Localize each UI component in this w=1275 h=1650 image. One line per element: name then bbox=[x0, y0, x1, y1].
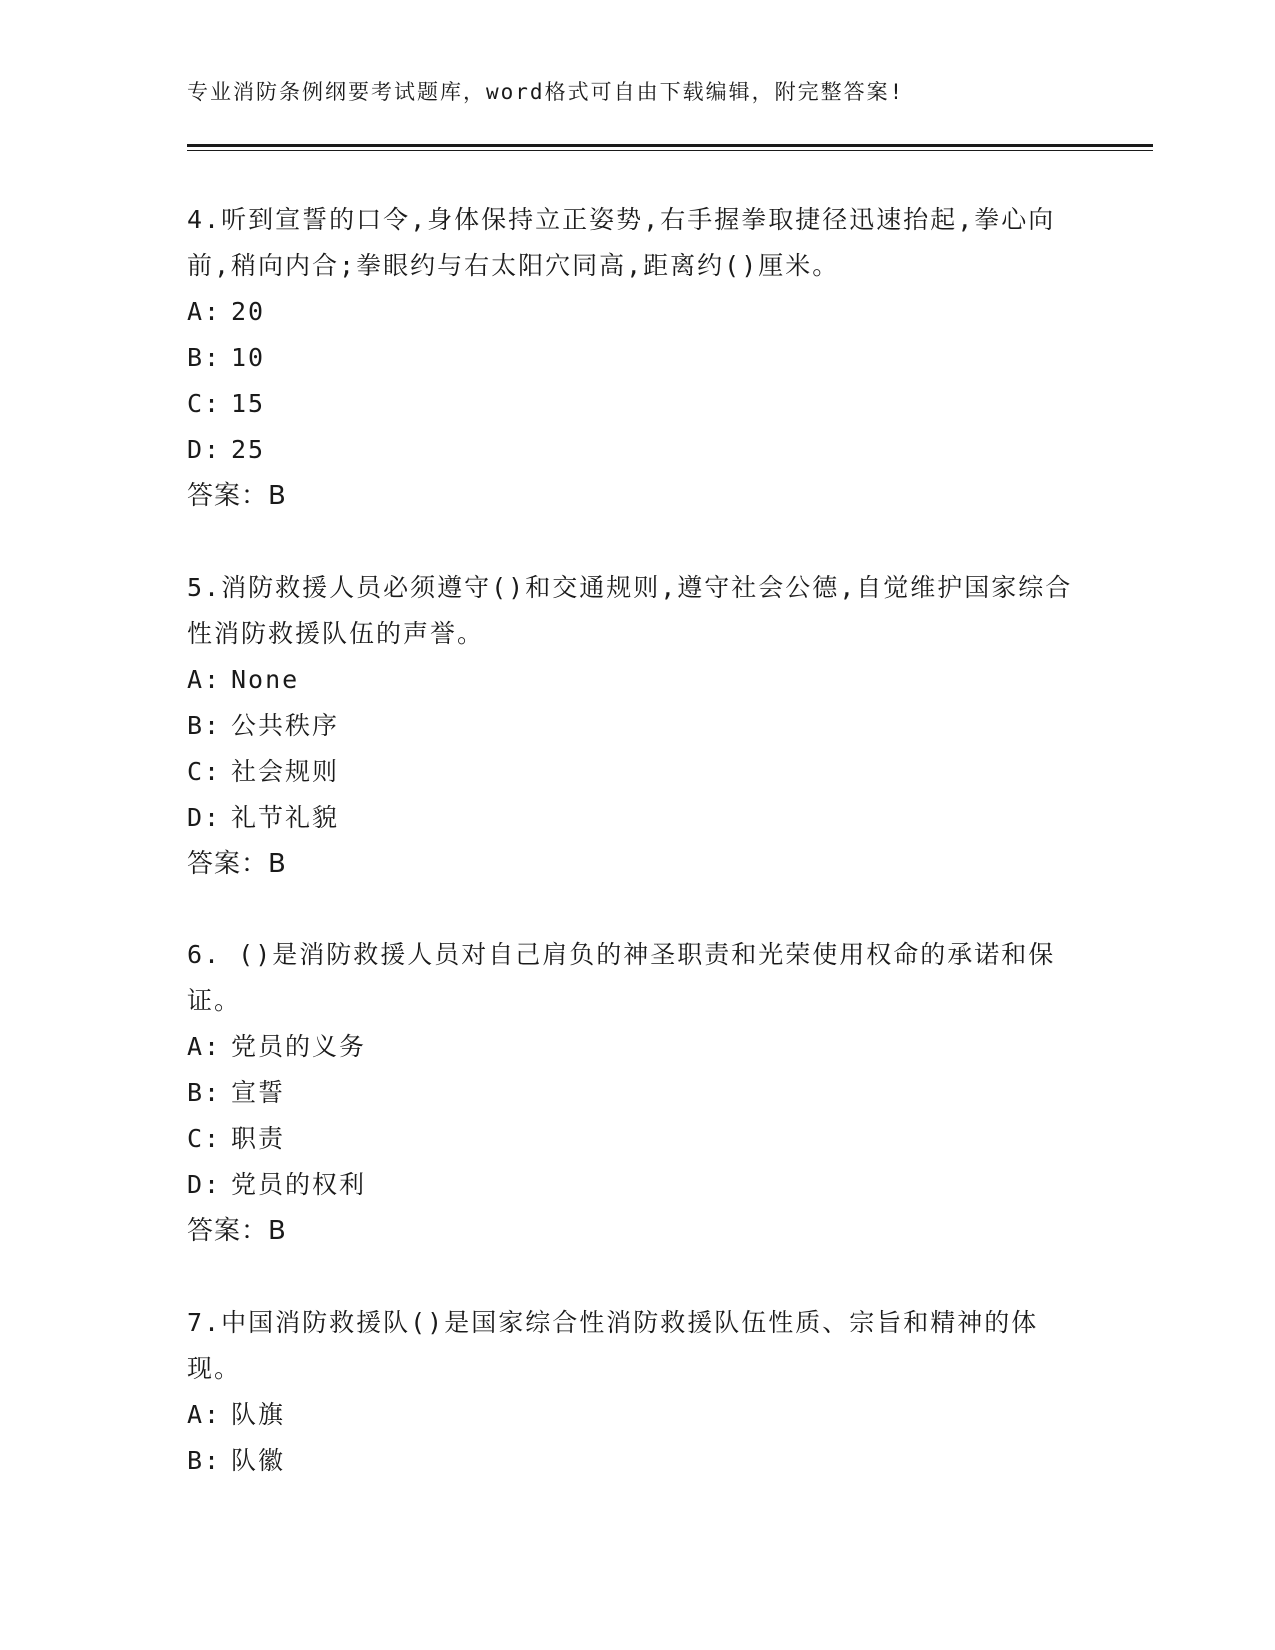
option-text: None bbox=[231, 665, 300, 694]
answer: 答案：B bbox=[187, 481, 287, 511]
option-b bbox=[187, 335, 1087, 381]
option-text: 10 bbox=[231, 343, 266, 372]
option-a bbox=[187, 1392, 1087, 1438]
option-text: 15 bbox=[231, 389, 266, 418]
option-d bbox=[187, 1162, 1087, 1208]
option-text: 社会规则 bbox=[231, 757, 340, 786]
option-text: 礼节礼貌 bbox=[231, 803, 340, 832]
option-label: A: bbox=[187, 1400, 222, 1429]
option-a bbox=[187, 657, 1087, 703]
header-rule-thin bbox=[187, 150, 1153, 151]
question-stem: 4.听到宣誓的口令,身体保持立正姿势,右手握拳取捷径迅速抬起,拳心向前,稍向内合;拳眼约与右太阳穴同高,距离约()厘米。 bbox=[187, 205, 1056, 280]
option-label: C: bbox=[187, 389, 222, 418]
option-label: C: bbox=[187, 1124, 222, 1153]
answer: 答案：B bbox=[187, 1216, 287, 1246]
option-label: D: bbox=[187, 435, 222, 464]
option-a bbox=[187, 1024, 1087, 1070]
option-text: 队徽 bbox=[231, 1446, 286, 1475]
option-label: A: bbox=[187, 1032, 222, 1061]
option-text: 队旗 bbox=[231, 1400, 286, 1429]
question-stem: 5.消防救援人员必须遵守()和交通规则,遵守社会公德,自觉维护国家综合性消防救援队伍的声誉。 bbox=[187, 573, 1073, 648]
option-label: A: bbox=[187, 297, 222, 326]
question-4 bbox=[187, 197, 1087, 519]
option-text: 宣誓 bbox=[231, 1078, 286, 1107]
option-c bbox=[187, 1116, 1087, 1162]
option-label: A: bbox=[187, 665, 222, 694]
question-stem: 7.中国消防救援队()是国家综合性消防救援队伍性质、宗旨和精神的体现。 bbox=[187, 1308, 1039, 1383]
page-header: 专业消防条例纲要考试题库，word格式可自由下载编辑，附完整答案! bbox=[187, 80, 905, 104]
option-d bbox=[187, 795, 1087, 841]
option-a bbox=[187, 289, 1087, 335]
question-6 bbox=[187, 932, 1087, 1254]
option-text: 党员的义务 bbox=[231, 1032, 367, 1061]
option-text: 公共秩序 bbox=[231, 711, 340, 740]
option-text: 25 bbox=[231, 435, 266, 464]
option-c bbox=[187, 381, 1087, 427]
option-text: 职责 bbox=[231, 1124, 286, 1153]
option-b bbox=[187, 1438, 1087, 1484]
option-b bbox=[187, 1070, 1087, 1116]
answer: 答案：B bbox=[187, 849, 287, 879]
question-7 bbox=[187, 1300, 1087, 1484]
option-c bbox=[187, 749, 1087, 795]
option-label: B: bbox=[187, 1446, 222, 1475]
option-label: C: bbox=[187, 757, 222, 786]
option-text: 20 bbox=[231, 297, 266, 326]
option-label: B: bbox=[187, 711, 222, 740]
option-label: D: bbox=[187, 803, 222, 832]
question-5 bbox=[187, 565, 1087, 887]
question-stem: 6. ()是消防救援人员对自己肩负的神圣职责和光荣使用权命的承诺和保证。 bbox=[187, 940, 1056, 1015]
option-b bbox=[187, 703, 1087, 749]
option-text: 党员的权利 bbox=[231, 1170, 367, 1199]
option-label: B: bbox=[187, 343, 222, 372]
option-label: D: bbox=[187, 1170, 222, 1199]
header-rule-thick bbox=[187, 144, 1153, 147]
option-label: B: bbox=[187, 1078, 222, 1107]
option-d bbox=[187, 427, 1087, 473]
